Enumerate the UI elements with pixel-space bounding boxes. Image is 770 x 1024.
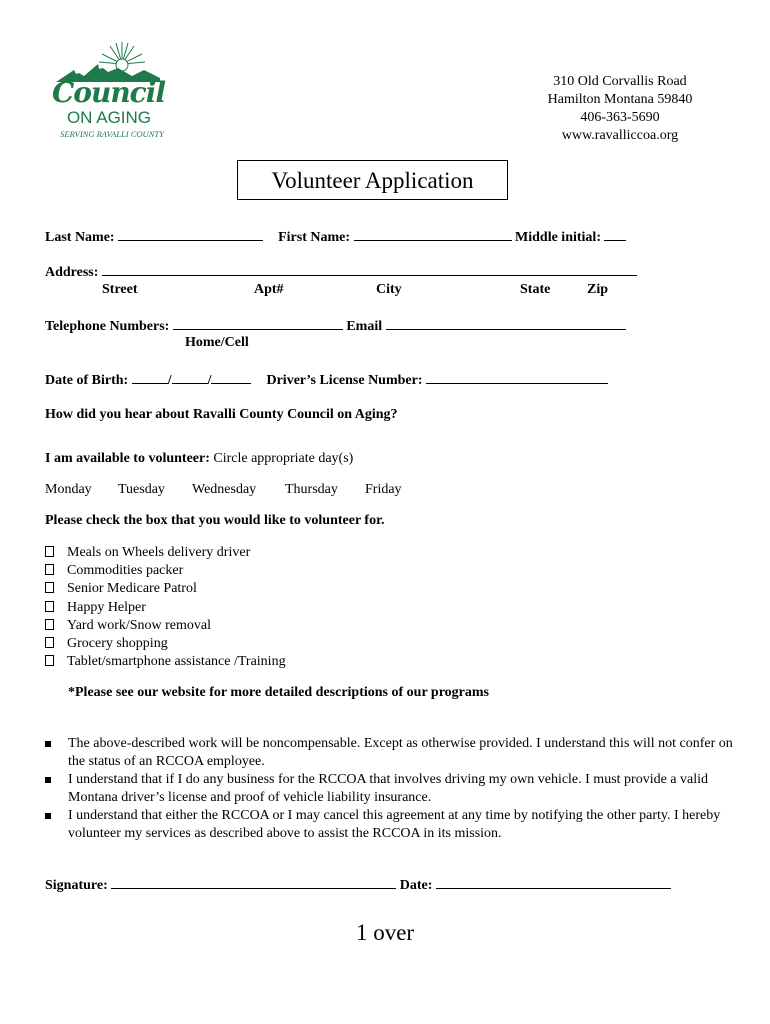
first-name-field[interactable] (354, 228, 512, 241)
checkbox[interactable] (45, 564, 54, 575)
program-label: Commodities packer (67, 563, 184, 579)
last-name-label: Last Name: (45, 230, 115, 245)
dob-row (45, 371, 608, 389)
terms-list (45, 735, 745, 843)
checkbox[interactable] (45, 582, 54, 593)
dob-day-field[interactable] (172, 371, 208, 384)
dob-separator: / (167, 373, 172, 388)
dob-year-field[interactable] (211, 371, 251, 384)
hear-about-question: How did you hear about Ravalli County Council on Aging? (45, 407, 398, 422)
day-wednesday[interactable]: Wednesday (192, 482, 257, 497)
state-label: State (520, 282, 551, 297)
program-checklist (45, 544, 286, 671)
address-phone: 406-363-5690 (580, 110, 660, 125)
day-friday[interactable]: Friday (365, 482, 402, 497)
day-monday[interactable]: Monday (45, 482, 92, 497)
telephone-label: Telephone Numbers: (45, 319, 170, 334)
program-label: Tablet/smartphone assistance /Training (67, 654, 286, 670)
logo-serving-text: SERVING RAVALLI COUNTY (60, 129, 164, 139)
form-title: Volunteer Application (237, 160, 508, 200)
license-label: Driver’s License Number: (266, 373, 423, 388)
availability-hint: Circle appropriate day(s) (213, 451, 354, 466)
program-checklist-prompt: Please check the box that you would like to volunteer for. (45, 513, 385, 528)
checkbox[interactable] (45, 637, 54, 648)
license-field[interactable] (426, 371, 608, 384)
home-cell-label: Home/Cell (185, 335, 249, 350)
organization-address (500, 73, 740, 145)
address-website: www.ravalliccoa.org (561, 128, 679, 143)
program-option[interactable] (45, 617, 286, 635)
day-thursday[interactable]: Thursday (285, 482, 338, 497)
date-label: Date: (399, 878, 433, 893)
program-label: Happy Helper (67, 599, 146, 615)
logo-on-aging-text: ON AGING (66, 108, 152, 127)
program-option[interactable] (45, 653, 286, 671)
term-item (45, 771, 745, 807)
program-label: Yard work/Snow removal (67, 617, 212, 633)
email-field[interactable] (386, 317, 626, 330)
email-label: Email (346, 319, 383, 334)
website-note: *Please see our website for more detailed descriptions of our programs (68, 685, 489, 700)
address-street: 310 Old Corvallis Road (553, 74, 687, 89)
term-item (45, 807, 745, 843)
dob-label: Date of Birth: (45, 373, 129, 388)
council-on-aging-logo (52, 38, 172, 142)
checkbox[interactable] (45, 619, 54, 630)
availability-row (45, 451, 353, 467)
program-label: Grocery shopping (67, 636, 168, 652)
apt-label: Apt# (254, 282, 284, 297)
street-label: Street (102, 282, 138, 297)
bullet-icon (45, 777, 51, 783)
program-option[interactable] (45, 562, 286, 580)
term-text: The above-described work will be noncompensable. Except as otherwise provided. I understand this will not confer on the status of an RCCOA employee. (68, 736, 733, 769)
signature-field[interactable] (111, 876, 396, 889)
city-label: City (376, 282, 402, 297)
term-text: I understand that if I do any business for the RCCOA that involves driving my own vehicle. I must provide a valid Montana driver’s license and proof of vehicle liability insurance. (68, 772, 709, 805)
zip-label: Zip (587, 282, 609, 297)
program-option[interactable] (45, 544, 286, 562)
address-row (45, 263, 637, 281)
dob-month-field[interactable] (132, 371, 168, 384)
middle-initial-field[interactable] (604, 228, 626, 241)
day-tuesday[interactable]: Tuesday (118, 482, 165, 497)
address-city: Hamilton Montana 59840 (547, 92, 693, 107)
checkbox[interactable] (45, 655, 54, 666)
middle-initial-label: Middle initial: (515, 230, 601, 245)
term-text: I understand that either the RCCOA or I may cancel this agreement at any time by notifying the other party. I hereby volunteer my services as described above to assist the RCCOA in its mission. (68, 808, 721, 841)
program-label: Senior Medicare Patrol (67, 581, 197, 597)
checkbox[interactable] (45, 546, 54, 557)
telephone-row (45, 317, 626, 335)
program-option[interactable] (45, 580, 286, 598)
page-footer: 1 over (355, 920, 415, 945)
bullet-icon (45, 741, 51, 747)
program-label: Meals on Wheels delivery driver (67, 545, 251, 560)
dob-separator: / (207, 373, 212, 388)
signature-row (45, 876, 671, 894)
program-option[interactable] (45, 599, 286, 617)
checkbox[interactable] (45, 601, 54, 612)
last-name-field[interactable] (118, 228, 263, 241)
telephone-field[interactable] (173, 317, 343, 330)
date-field[interactable] (436, 876, 671, 889)
address-label: Address: (45, 265, 99, 280)
program-option[interactable] (45, 635, 286, 653)
signature-label: Signature: (45, 878, 108, 893)
name-row (45, 228, 626, 246)
bullet-icon (45, 813, 51, 819)
term-item (45, 735, 745, 771)
logo-council-text: Council (52, 76, 165, 109)
availability-label: I am available to volunteer: (45, 451, 210, 466)
first-name-label: First Name: (278, 230, 351, 245)
address-field[interactable] (102, 263, 637, 276)
